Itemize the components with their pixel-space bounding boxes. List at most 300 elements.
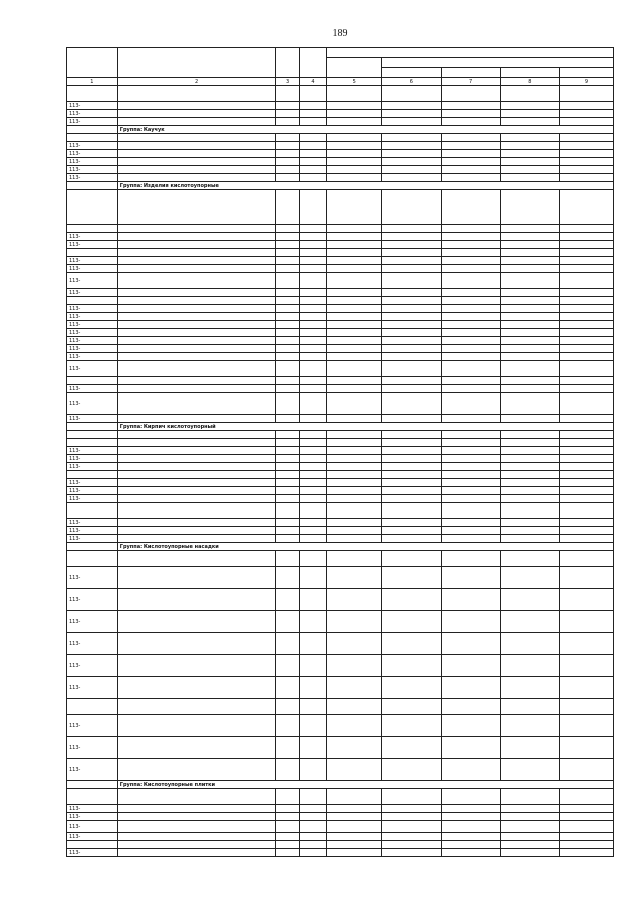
price-zone-4 bbox=[559, 353, 613, 361]
price-zone-1 bbox=[382, 265, 441, 273]
product-name bbox=[117, 190, 276, 225]
product-name bbox=[117, 447, 276, 455]
price-zone-2 bbox=[441, 158, 500, 166]
price-zone-1 bbox=[382, 487, 441, 495]
mass-cell bbox=[299, 393, 327, 415]
unit-cell bbox=[276, 329, 299, 337]
price-zone-2 bbox=[441, 527, 500, 535]
price-zone-2 bbox=[441, 110, 500, 118]
product-code: 113- bbox=[67, 329, 118, 337]
price-release bbox=[327, 166, 382, 174]
table-row bbox=[67, 471, 614, 479]
price-zone-2 bbox=[441, 455, 500, 463]
header-zone-4 bbox=[559, 68, 613, 78]
price-zone-2 bbox=[441, 134, 500, 142]
price-table bbox=[66, 47, 614, 857]
price-zone-1 bbox=[382, 415, 441, 423]
unit-cell bbox=[276, 134, 299, 142]
column-number: 2 bbox=[117, 78, 276, 86]
mass-cell bbox=[299, 233, 327, 241]
price-zone-4 bbox=[559, 190, 613, 225]
product-name bbox=[117, 589, 276, 611]
product-name bbox=[117, 385, 276, 393]
price-zone-4 bbox=[559, 110, 613, 118]
product-name bbox=[117, 174, 276, 182]
product-code: 113- bbox=[67, 305, 118, 313]
mass-cell bbox=[299, 142, 327, 150]
price-zone-2 bbox=[441, 715, 500, 737]
price-zone-2 bbox=[441, 759, 500, 781]
price-zone-3 bbox=[500, 273, 559, 289]
unit-cell bbox=[276, 190, 299, 225]
price-zone-3 bbox=[500, 321, 559, 329]
unit-cell bbox=[276, 551, 299, 567]
price-release bbox=[327, 249, 382, 257]
price-zone-3 bbox=[500, 849, 559, 857]
group-title: Группа: Кислотоупорные плитки bbox=[117, 781, 613, 789]
price-zone-2 bbox=[441, 447, 500, 455]
product-code bbox=[67, 297, 118, 305]
price-release bbox=[327, 329, 382, 337]
product-name bbox=[117, 455, 276, 463]
product-name bbox=[117, 134, 276, 142]
price-zone-1 bbox=[382, 150, 441, 158]
price-zone-2 bbox=[441, 257, 500, 265]
price-zone-4 bbox=[559, 233, 613, 241]
table-row bbox=[67, 313, 614, 321]
price-zone-3 bbox=[500, 487, 559, 495]
price-zone-3 bbox=[500, 479, 559, 487]
product-code: 113- bbox=[67, 415, 118, 423]
price-release bbox=[327, 813, 382, 821]
price-release bbox=[327, 841, 382, 849]
product-name bbox=[117, 737, 276, 759]
mass-cell bbox=[299, 447, 327, 455]
price-zone-1 bbox=[382, 321, 441, 329]
product-code: 113- bbox=[67, 257, 118, 265]
price-zone-3 bbox=[500, 737, 559, 759]
group-row bbox=[67, 182, 614, 190]
mass-cell bbox=[299, 759, 327, 781]
price-zone-3 bbox=[500, 611, 559, 633]
unit-cell bbox=[276, 805, 299, 813]
price-zone-4 bbox=[559, 479, 613, 487]
price-zone-3 bbox=[500, 166, 559, 174]
header-zone-3 bbox=[500, 68, 559, 78]
mass-cell bbox=[299, 337, 327, 345]
table-row bbox=[67, 789, 614, 805]
header-zone-2 bbox=[441, 68, 500, 78]
unit-cell bbox=[276, 699, 299, 715]
mass-cell bbox=[299, 455, 327, 463]
table-row bbox=[67, 86, 614, 102]
table-row bbox=[67, 337, 614, 345]
mass-cell bbox=[299, 174, 327, 182]
product-code: 113- bbox=[67, 805, 118, 813]
mass-cell bbox=[299, 535, 327, 543]
table-row bbox=[67, 257, 614, 265]
price-zone-2 bbox=[441, 345, 500, 353]
mass-cell bbox=[299, 265, 327, 273]
mass-cell bbox=[299, 158, 327, 166]
mass-cell bbox=[299, 377, 327, 385]
product-code bbox=[67, 86, 118, 102]
table-body bbox=[67, 86, 614, 857]
price-zone-2 bbox=[441, 589, 500, 611]
price-zone-1 bbox=[382, 655, 441, 677]
mass-cell bbox=[299, 297, 327, 305]
table-row bbox=[67, 821, 614, 833]
mass-cell bbox=[299, 273, 327, 289]
price-zone-4 bbox=[559, 329, 613, 337]
group-code-cell bbox=[67, 543, 118, 551]
product-name bbox=[117, 142, 276, 150]
mass-cell bbox=[299, 495, 327, 503]
product-code bbox=[67, 503, 118, 519]
unit-cell bbox=[276, 589, 299, 611]
column-number: 4 bbox=[299, 78, 327, 86]
price-release bbox=[327, 463, 382, 471]
product-name bbox=[117, 471, 276, 479]
table-row bbox=[67, 297, 614, 305]
table-row bbox=[67, 431, 614, 439]
product-name bbox=[117, 699, 276, 715]
price-zone-3 bbox=[500, 305, 559, 313]
product-code: 113- bbox=[67, 118, 118, 126]
price-zone-1 bbox=[382, 633, 441, 655]
unit-cell bbox=[276, 849, 299, 857]
mass-cell bbox=[299, 519, 327, 527]
price-release bbox=[327, 233, 382, 241]
price-release bbox=[327, 589, 382, 611]
table-row bbox=[67, 166, 614, 174]
product-code: 113- bbox=[67, 233, 118, 241]
table-row bbox=[67, 158, 614, 166]
table-row bbox=[67, 377, 614, 385]
product-name bbox=[117, 463, 276, 471]
price-zone-4 bbox=[559, 633, 613, 655]
price-zone-2 bbox=[441, 813, 500, 821]
product-code: 113- bbox=[67, 289, 118, 297]
price-zone-2 bbox=[441, 789, 500, 805]
price-release bbox=[327, 699, 382, 715]
column-number: 6 bbox=[382, 78, 441, 86]
product-name bbox=[117, 118, 276, 126]
product-code: 113- bbox=[67, 463, 118, 471]
column-number: 8 bbox=[500, 78, 559, 86]
price-zone-3 bbox=[500, 329, 559, 337]
product-name bbox=[117, 110, 276, 118]
price-zone-2 bbox=[441, 289, 500, 297]
product-name bbox=[117, 519, 276, 527]
price-zone-3 bbox=[500, 463, 559, 471]
price-zone-4 bbox=[559, 134, 613, 142]
price-zone-2 bbox=[441, 225, 500, 233]
table-row bbox=[67, 305, 614, 313]
mass-cell bbox=[299, 353, 327, 361]
header-release bbox=[327, 58, 382, 78]
price-zone-3 bbox=[500, 805, 559, 813]
mass-cell bbox=[299, 821, 327, 833]
price-release bbox=[327, 447, 382, 455]
price-zone-2 bbox=[441, 737, 500, 759]
price-release bbox=[327, 118, 382, 126]
price-zone-1 bbox=[382, 813, 441, 821]
price-zone-3 bbox=[500, 385, 559, 393]
price-zone-4 bbox=[559, 305, 613, 313]
product-name bbox=[117, 567, 276, 589]
price-zone-3 bbox=[500, 415, 559, 423]
unit-cell bbox=[276, 150, 299, 158]
product-code: 113- bbox=[67, 535, 118, 543]
group-code-cell bbox=[67, 423, 118, 431]
table-row bbox=[67, 633, 614, 655]
price-zone-4 bbox=[559, 273, 613, 289]
price-release bbox=[327, 313, 382, 321]
product-code: 113- bbox=[67, 102, 118, 110]
price-zone-1 bbox=[382, 519, 441, 527]
price-zone-3 bbox=[500, 535, 559, 543]
unit-cell bbox=[276, 118, 299, 126]
price-zone-3 bbox=[500, 190, 559, 225]
price-zone-4 bbox=[559, 849, 613, 857]
table-row bbox=[67, 455, 614, 463]
mass-cell bbox=[299, 551, 327, 567]
unit-cell bbox=[276, 110, 299, 118]
product-code bbox=[67, 431, 118, 439]
table-row bbox=[67, 415, 614, 423]
table-row bbox=[67, 655, 614, 677]
product-name bbox=[117, 655, 276, 677]
mass-cell bbox=[299, 102, 327, 110]
price-zone-3 bbox=[500, 337, 559, 345]
price-zone-3 bbox=[500, 677, 559, 699]
price-zone-2 bbox=[441, 150, 500, 158]
product-name bbox=[117, 241, 276, 249]
unit-cell bbox=[276, 737, 299, 759]
price-zone-4 bbox=[559, 361, 613, 377]
price-zone-3 bbox=[500, 551, 559, 567]
product-code: 113- bbox=[67, 321, 118, 329]
price-release bbox=[327, 337, 382, 345]
price-zone-4 bbox=[559, 142, 613, 150]
unit-cell bbox=[276, 715, 299, 737]
product-code: 113- bbox=[67, 677, 118, 699]
header-mass bbox=[299, 48, 327, 78]
price-zone-2 bbox=[441, 313, 500, 321]
mass-cell bbox=[299, 190, 327, 225]
price-zone-4 bbox=[559, 385, 613, 393]
table-row bbox=[67, 503, 614, 519]
column-number: 3 bbox=[276, 78, 299, 86]
mass-cell bbox=[299, 813, 327, 821]
product-name bbox=[117, 353, 276, 361]
mass-cell bbox=[299, 611, 327, 633]
price-zone-1 bbox=[382, 158, 441, 166]
price-zone-4 bbox=[559, 158, 613, 166]
product-code: 113- bbox=[67, 158, 118, 166]
product-code: 113- bbox=[67, 655, 118, 677]
table-row bbox=[67, 241, 614, 249]
price-zone-2 bbox=[441, 321, 500, 329]
mass-cell bbox=[299, 134, 327, 142]
mass-cell bbox=[299, 789, 327, 805]
product-name bbox=[117, 257, 276, 265]
price-zone-2 bbox=[441, 297, 500, 305]
price-release bbox=[327, 833, 382, 841]
price-release bbox=[327, 677, 382, 699]
product-code: 113- bbox=[67, 567, 118, 589]
product-name bbox=[117, 150, 276, 158]
price-zone-4 bbox=[559, 805, 613, 813]
unit-cell bbox=[276, 289, 299, 297]
unit-cell bbox=[276, 495, 299, 503]
unit-cell bbox=[276, 233, 299, 241]
price-zone-1 bbox=[382, 471, 441, 479]
price-release bbox=[327, 849, 382, 857]
unit-cell bbox=[276, 393, 299, 415]
price-release bbox=[327, 142, 382, 150]
group-title: Группа: Изделия кислотоупорные bbox=[117, 182, 613, 190]
price-zone-2 bbox=[441, 329, 500, 337]
group-title: Группа: Кирпич кислотоупорный bbox=[117, 423, 613, 431]
price-release bbox=[327, 415, 382, 423]
mass-cell bbox=[299, 321, 327, 329]
price-zone-1 bbox=[382, 833, 441, 841]
price-zone-4 bbox=[559, 677, 613, 699]
product-code bbox=[67, 789, 118, 805]
price-release bbox=[327, 551, 382, 567]
price-zone-3 bbox=[500, 633, 559, 655]
price-zone-2 bbox=[441, 102, 500, 110]
product-code: 113- bbox=[67, 166, 118, 174]
product-name bbox=[117, 225, 276, 233]
price-zone-1 bbox=[382, 503, 441, 519]
table-row bbox=[67, 134, 614, 142]
price-zone-3 bbox=[500, 265, 559, 273]
price-zone-1 bbox=[382, 273, 441, 289]
product-code bbox=[67, 134, 118, 142]
table-row bbox=[67, 190, 614, 225]
price-release bbox=[327, 805, 382, 813]
product-name bbox=[117, 527, 276, 535]
price-zone-1 bbox=[382, 110, 441, 118]
price-zone-2 bbox=[441, 849, 500, 857]
unit-cell bbox=[276, 361, 299, 377]
unit-cell bbox=[276, 249, 299, 257]
mass-cell bbox=[299, 677, 327, 699]
product-code bbox=[67, 551, 118, 567]
price-zone-1 bbox=[382, 225, 441, 233]
price-release bbox=[327, 471, 382, 479]
price-zone-3 bbox=[500, 495, 559, 503]
price-zone-2 bbox=[441, 166, 500, 174]
price-release bbox=[327, 345, 382, 353]
price-release bbox=[327, 479, 382, 487]
product-name bbox=[117, 551, 276, 567]
unit-cell bbox=[276, 415, 299, 423]
price-zone-1 bbox=[382, 385, 441, 393]
table-row bbox=[67, 551, 614, 567]
price-zone-1 bbox=[382, 233, 441, 241]
mass-cell bbox=[299, 110, 327, 118]
unit-cell bbox=[276, 677, 299, 699]
product-code: 113- bbox=[67, 633, 118, 655]
unit-cell bbox=[276, 257, 299, 265]
price-release bbox=[327, 495, 382, 503]
mass-cell bbox=[299, 118, 327, 126]
mass-cell bbox=[299, 479, 327, 487]
table-row bbox=[67, 249, 614, 257]
table-row bbox=[67, 439, 614, 447]
product-code bbox=[67, 377, 118, 385]
price-zone-1 bbox=[382, 439, 441, 447]
price-zone-4 bbox=[559, 527, 613, 535]
table-row bbox=[67, 611, 614, 633]
price-zone-1 bbox=[382, 241, 441, 249]
page-number: 189 bbox=[332, 28, 348, 39]
price-release bbox=[327, 759, 382, 781]
unit-cell bbox=[276, 487, 299, 495]
mass-cell bbox=[299, 289, 327, 297]
price-zone-4 bbox=[559, 257, 613, 265]
price-zone-4 bbox=[559, 150, 613, 158]
mass-cell bbox=[299, 805, 327, 813]
price-zone-4 bbox=[559, 789, 613, 805]
price-zone-1 bbox=[382, 305, 441, 313]
table-row bbox=[67, 487, 614, 495]
price-zone-3 bbox=[500, 289, 559, 297]
price-zone-3 bbox=[500, 142, 559, 150]
product-code bbox=[67, 699, 118, 715]
price-zone-1 bbox=[382, 313, 441, 321]
column-number: 5 bbox=[327, 78, 382, 86]
price-zone-1 bbox=[382, 86, 441, 102]
price-zone-1 bbox=[382, 134, 441, 142]
unit-cell bbox=[276, 655, 299, 677]
price-zone-2 bbox=[441, 519, 500, 527]
mass-cell bbox=[299, 833, 327, 841]
product-code bbox=[67, 225, 118, 233]
unit-cell bbox=[276, 535, 299, 543]
mass-cell bbox=[299, 313, 327, 321]
mass-cell bbox=[299, 329, 327, 337]
price-zone-2 bbox=[441, 805, 500, 813]
price-zone-3 bbox=[500, 715, 559, 737]
product-name bbox=[117, 345, 276, 353]
mass-cell bbox=[299, 86, 327, 102]
price-zone-2 bbox=[441, 503, 500, 519]
product-code: 113- bbox=[67, 142, 118, 150]
price-zone-4 bbox=[559, 821, 613, 833]
price-release bbox=[327, 361, 382, 377]
column-number: 9 bbox=[559, 78, 613, 86]
mass-cell bbox=[299, 415, 327, 423]
price-zone-4 bbox=[559, 415, 613, 423]
price-zone-2 bbox=[441, 393, 500, 415]
unit-cell bbox=[276, 519, 299, 527]
price-zone-4 bbox=[559, 737, 613, 759]
unit-cell bbox=[276, 567, 299, 589]
price-zone-2 bbox=[441, 495, 500, 503]
unit-cell bbox=[276, 447, 299, 455]
price-release bbox=[327, 241, 382, 249]
price-zone-3 bbox=[500, 527, 559, 535]
table-row bbox=[67, 495, 614, 503]
unit-cell bbox=[276, 789, 299, 805]
price-release bbox=[327, 611, 382, 633]
price-zone-1 bbox=[382, 249, 441, 257]
